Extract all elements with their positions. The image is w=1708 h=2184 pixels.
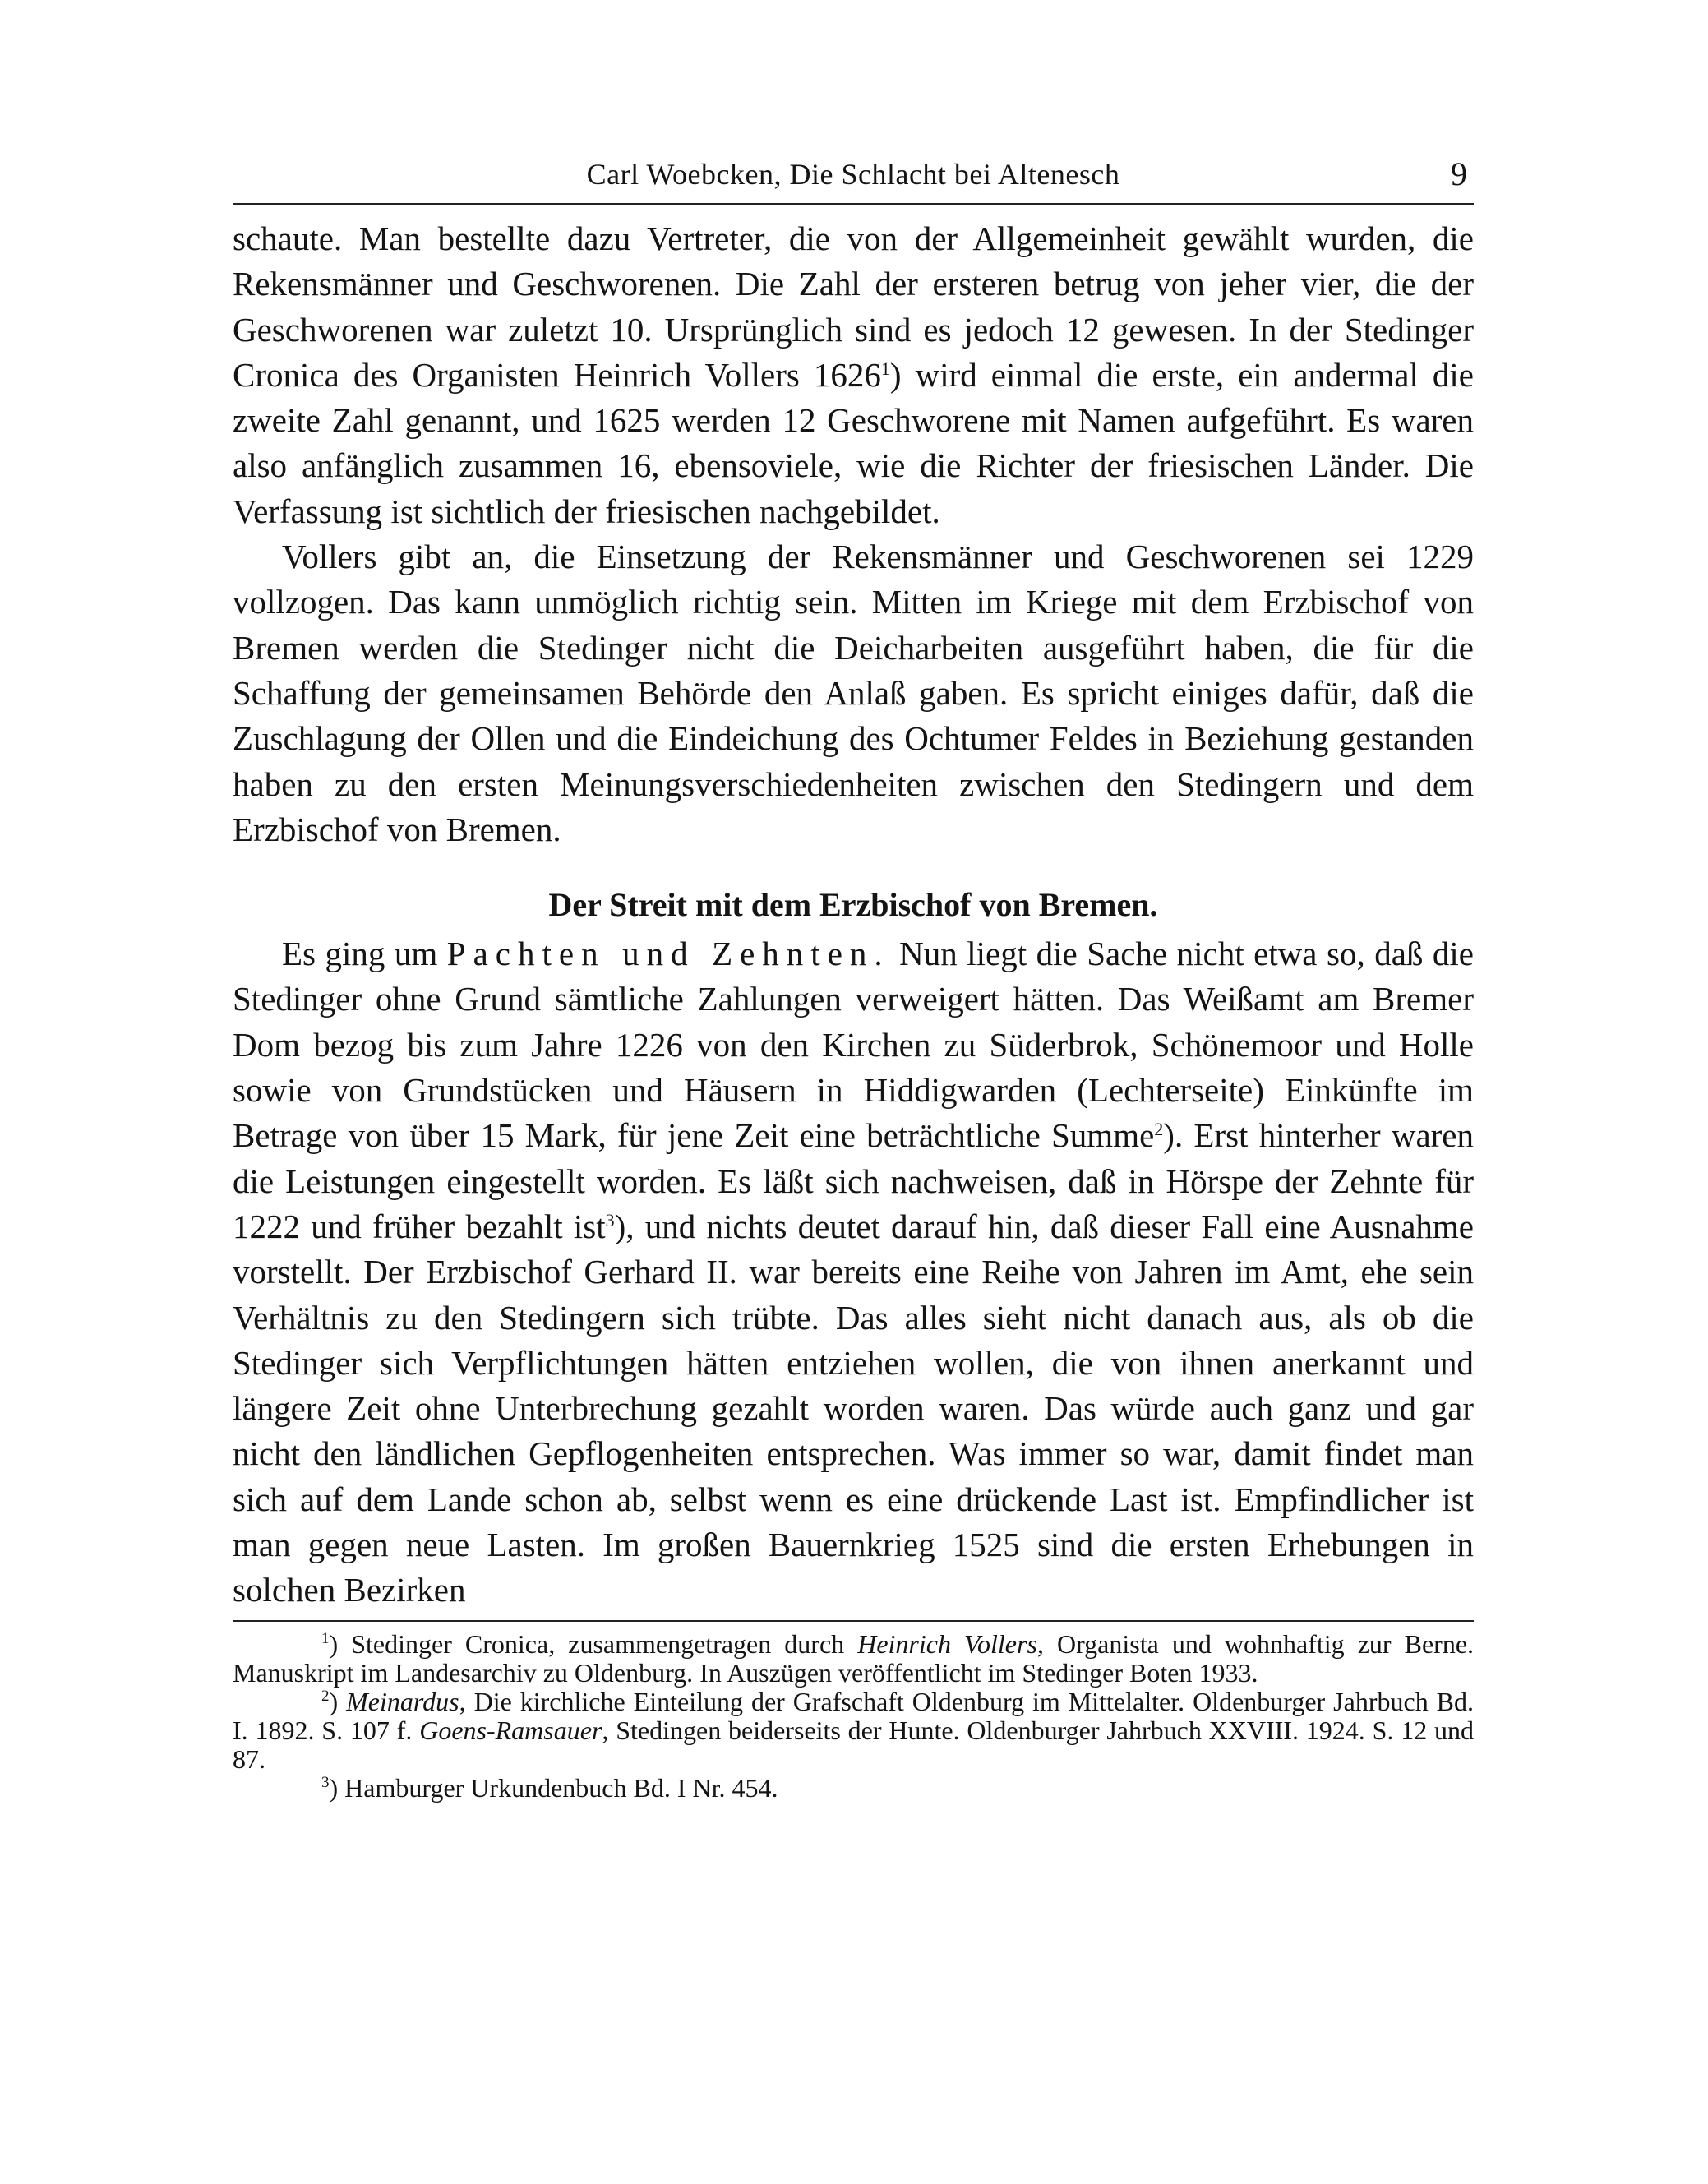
footnote-2-author: Meinardus (346, 1686, 459, 1716)
paragraph-2: Vollers gibt an, die Einsetzung der Rekensmänner und Geschworenen sei 1229 vollzogen. Das kann unmöglich richtig sein. Mitten im Kriege mit dem Erzbischof von Bremen werden die Stedinger nicht die Deicharbeiten ausgeführt haben, die für die Schaffung der gemeinsamen Behörde den Anlaß gaben. Es spricht einiges dafür, daß die Zuschlagung der Ollen und die Eindeichung des Ochtumer Feldes in Beziehung gestanden haben zu den ersten Meinungsverschiedenheiten zwischen den Stedingern und dem Erzbischof von Bremen. (233, 538, 1474, 848)
paragraph-1-rest: ) wird einmal die erste, ein andermal die zweite Zahl genannt, und 1625 werden 12 Geschworene mit Namen aufgeführt. Es waren also anfänglich zusammen 16, ebensoviele, wie die Richter der friesischen Länder. Die Verfassung ist sichtlich der friesischen nachgebildet. (233, 355, 1474, 530)
paragraph-1 (233, 216, 1474, 534)
footnote-1-mark: 1 (321, 1629, 330, 1647)
footnote-ref-2: 2 (1154, 1119, 1164, 1140)
footnote-1-text-a: ) Stedinger Cronica, zusammengetragen durch (329, 1628, 858, 1659)
footnote-3-text: ) Hamburger Urkundenbuch Bd. I Nr. 454. (329, 1772, 778, 1803)
header-rule (233, 203, 1474, 205)
footnote-rule (233, 1620, 1474, 1622)
paragraph-3 (233, 931, 1474, 1613)
footnote-2 (233, 1688, 1474, 1774)
footnote-2-text-b: , Stedingen beiderseits der Hunte. Oldenburger Jahrbuch XXVIII. 1924. S. 12 und 87. (233, 1715, 1475, 1774)
section-heading: Der Streit mit dem Erzbischof von Bremen. (548, 886, 1158, 924)
body-text (233, 216, 1474, 1614)
paragraph-3-part-a: Nun liegt die Sache nicht etwa so, daß die Stedinger ohne Grund sämtliche Zahlungen verweigert hätten. Das Weißamt am Bremer Dom bezog bis zum Jahre 1226 von den Kirchen zu Süderbrok, Schönemoor und Holle sowie von Grundstücken und Häusern in Hiddigwarden (Lechterseite) Einkünfte im Betrage von über 15 Mark, für jene Zeit eine beträchtliche Summe (233, 935, 1474, 1155)
page (233, 152, 1474, 1803)
running-head (233, 152, 1474, 196)
footnotes (233, 1630, 1474, 1803)
page-number: 9 (1451, 155, 1467, 192)
footnote-ref-1: 1 (880, 358, 890, 379)
footnote-2-text-a: , Die kirchliche Einteilung der Grafschaft Oldenburg im Mittelalter. Oldenburger Jahrbuch Bd. I. 1892. S. 107 f. (233, 1686, 1475, 1745)
footnote-1-text-b: , Organista und wohnhaftig zur Berne. Manuskript im Landesarchiv zu Oldenburg. In Auszügen veröffentlicht im Stedinger Boten 1933. (233, 1628, 1475, 1688)
paragraph-3-start: Es ging um (282, 935, 447, 973)
footnote-2-mark: 2 (321, 1687, 330, 1705)
footnote-2-author-2: Goens-Ramsauer (419, 1715, 602, 1745)
paragraph-3-part-c: ), und nichts deutet darauf hin, daß dieser Fall eine Ausnahme vorstellt. Der Erzbischof Gerhard II. war bereits eine Reihe von Jahren im Amt, ehe sein Verhältnis zu den Stedingern sich trübte. Das alles sieht nicht danach aus, als ob die Stedinger sich Verpflichtungen hätten entziehen wollen, die von ihnen anerkannt und längere Zeit ohne Unterbrechung gezahlt worden waren. Das würde auch ganz und gar nicht den ländlichen Gepflogenheiten entsprechen. Was immer so war, damit findet man sich auf dem Lande schon ab, selbst wenn es eine drückende Last ist. Empfindlicher ist man gegen neue Lasten. Im großen Bauernkrieg 1525 sind die ersten Erhebungen in solchen Bezirken (233, 1207, 1474, 1609)
footnote-1 (233, 1630, 1474, 1688)
footnote-ref-3: 3 (605, 1209, 615, 1231)
footnote-3 (233, 1774, 1474, 1803)
footnote-2-open: ) (329, 1686, 347, 1716)
footnote-3-mark: 3 (321, 1773, 330, 1791)
footnote-1-author: Heinrich Vollers (857, 1628, 1037, 1659)
spaced-emphasis: Pachten und Zehnten. (446, 935, 890, 973)
running-title: Carl Woebcken, Die Schlacht bei Altenesch (586, 158, 1120, 191)
paragraph-3-part-b: ). Erst hinterher waren die Leistungen eingestellt worden. Es läßt sich nachweisen, daß in Hörspe der Zehnte für 1222 und früher bezahlt ist (233, 1116, 1474, 1245)
paragraph-1-text: schaute. Man bestellte dazu Vertreter, die von der Allgemeinheit gewählt wurden, die Rekensmänner und Geschworenen. Die Zahl der ersteren betrug von jeher vier, die der Geschworenen war zuletzt 10. Ursprünglich sind es jedoch 12 gewesen. In der Stedinger Cronica des Organisten Heinrich Vollers 1626 (233, 219, 1474, 394)
